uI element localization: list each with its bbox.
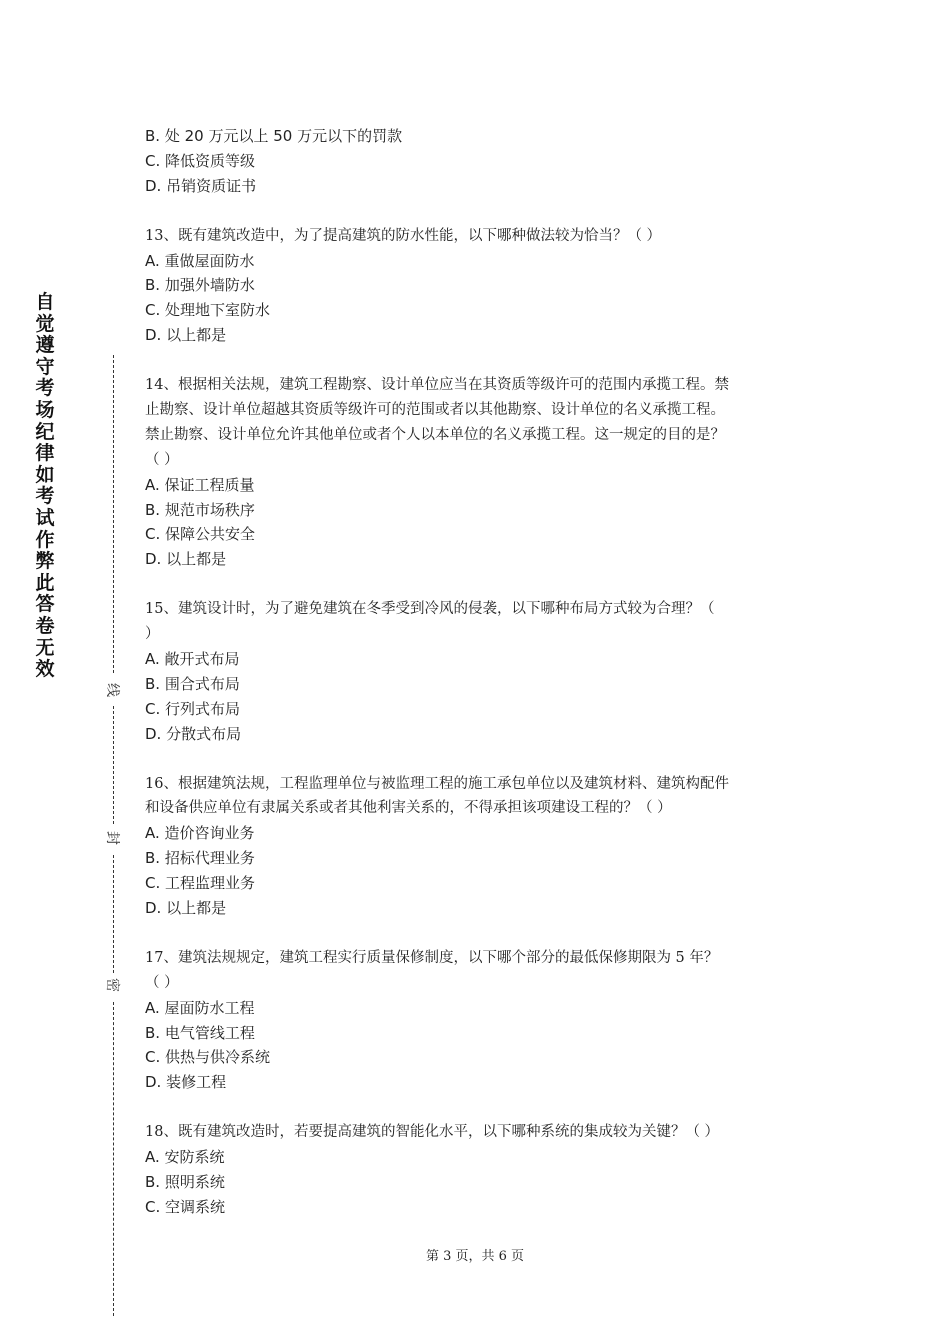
binding-mark-seal: 封 — [104, 831, 120, 845]
answer-option: A. 保证工程质量 — [145, 475, 255, 494]
answer-option: A. 敞开式布局 — [145, 649, 240, 668]
question-stem-line: 16、根据建筑法规，工程监理单位与被监理工程的施工承包单位以及建筑材料、建筑构配件 — [145, 775, 729, 792]
binding-mark-line: 线 — [104, 683, 120, 697]
answer-option: D. 以上都是 — [145, 550, 227, 569]
question-block — [145, 772, 825, 921]
question-block — [145, 124, 825, 199]
question-stem-line: （ ） — [145, 451, 179, 468]
question-list — [145, 124, 825, 1245]
question-block — [145, 946, 825, 1095]
answer-option: D. 吊销资质证书 — [145, 176, 257, 195]
binding-mark-secret: 密 — [104, 978, 120, 992]
question-block — [145, 1120, 825, 1220]
binding-line — [113, 355, 114, 673]
page-number: 第 3 页，共 6 页 — [425, 1249, 525, 1264]
answer-option: B. 围合式布局 — [145, 674, 240, 693]
answer-option: D. 以上都是 — [145, 899, 227, 918]
binding-line — [113, 706, 114, 824]
answer-option: A. 安防系统 — [145, 1148, 225, 1167]
answer-option: B. 规范市场秩序 — [145, 500, 255, 519]
binding-line — [113, 1002, 114, 1316]
answer-option: B. 招标代理业务 — [145, 849, 255, 868]
answer-option: A. 重做屋面防水 — [145, 251, 255, 270]
answer-option: C. 降低资质等级 — [145, 151, 256, 170]
question-block — [145, 224, 825, 349]
question-block — [145, 597, 825, 746]
answer-option: D. 以上都是 — [145, 326, 227, 345]
question-stem-line: 15、建筑设计时，为了避免建筑在冬季受到冷风的侵袭，以下哪种布局方式较为合理？（ — [145, 601, 715, 618]
answer-option: C. 空调系统 — [145, 1197, 226, 1216]
answer-option: C. 保障公共安全 — [145, 525, 256, 544]
question-stem-line: 13、既有建筑改造中，为了提高建筑的防水性能，以下哪种做法较为恰当？（ ） — [145, 227, 662, 244]
question-stem-line: 14、根据相关法规，建筑工程勘察、设计单位应当在其资质等级许可的范围内承揽工程。禁 — [145, 377, 729, 394]
answer-option: C. 供热与供冷系统 — [145, 1048, 271, 1067]
question-stem-line: 禁止勘察、设计单位允许其他单位或者个人以本单位的名义承揽工程。这一规定的目的是？ — [145, 426, 725, 443]
answer-option: A. 造价咨询业务 — [145, 824, 255, 843]
question-stem-line: 止勘察、设计单位超越其资质等级许可的范围或者以其他勘察、设计单位的名义承揽工程。 — [145, 401, 725, 418]
answer-option: B. 处 20 万元以上 50 万元以下的罚款 — [145, 127, 403, 145]
answer-option: C. 处理地下室防水 — [145, 301, 271, 320]
answer-option: D. 分散式布局 — [145, 724, 242, 743]
answer-option: D. 装修工程 — [145, 1073, 227, 1092]
question-stem-line: 和设备供应单位有隶属关系或者其他利害关系的，不得承担该项建设工程的？（ ） — [145, 800, 672, 817]
answer-option: B. 加强外墙防水 — [145, 276, 255, 295]
answer-option: B. 照明系统 — [145, 1172, 225, 1191]
answer-option: C. 工程监理业务 — [145, 874, 256, 893]
answer-option: A. 屋面防水工程 — [145, 998, 255, 1017]
answer-option: B. 电气管线工程 — [145, 1023, 255, 1042]
question-stem-line: （ ） — [145, 974, 179, 991]
question-stem-line: ） — [145, 626, 160, 643]
question-block — [145, 373, 825, 572]
question-stem-line: 17、建筑法规规定，建筑工程实行质量保修制度，以下哪个部分的最低保修期限为 5 年？ — [145, 949, 719, 966]
answer-option: C. 行列式布局 — [145, 699, 241, 718]
exam-discipline-notice: 自觉遵守考场纪律如考试作弊此答卷无效 — [35, 291, 55, 681]
binding-line — [113, 855, 114, 973]
question-stem-line: 18、既有建筑改造时，若要提高建筑的智能化水平，以下哪种系统的集成较为关键？（ ） — [145, 1124, 720, 1141]
